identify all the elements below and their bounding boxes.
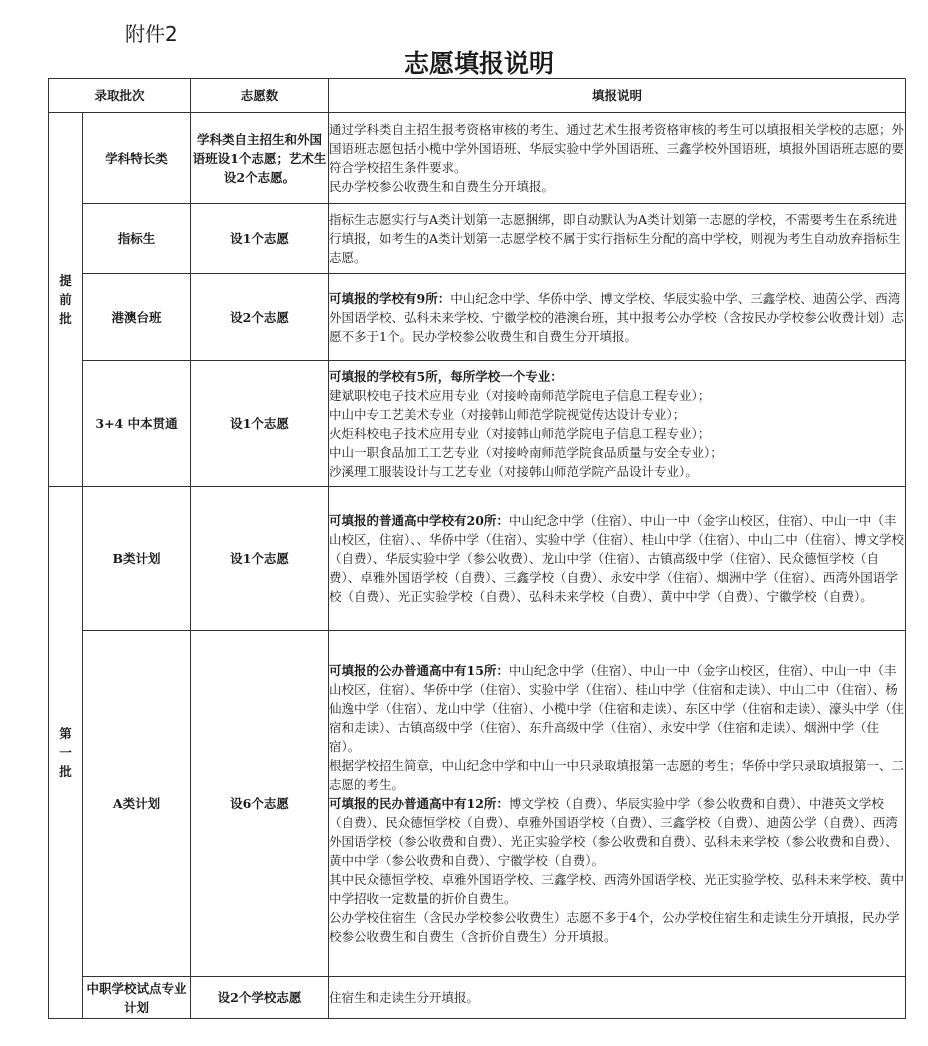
desc-cell: 通过学科类自主招生报考资格审核的考生、通过艺术生报考资格审核的考生可以填报相关学校的志愿；外国语班志愿包括小榄中学外国语班、华辰实验中学外国语班、三鑫学校外国语班，填报外国语班志愿的要符合学校招生条件要求。 民办学校参公收费生和自费生分开填报。: [329, 113, 906, 204]
batch-early: 提 前 批: [49, 113, 83, 487]
header-count: 志愿数: [191, 79, 329, 113]
category-cell: 中职学校试点专业计划: [83, 977, 191, 1019]
desc-cell: 指标生志愿实行与A类计划第一志愿捆绑，即自动默认为A类计划第一志愿的学校，不需要考生在系统进行填报，如考生的A类计划第一志愿学校不属于实行指标生分配的高中学校，则视为考生自动放弃指标生志愿。: [329, 204, 906, 274]
desc-cell: 住宿生和走读生分开填报。: [329, 977, 906, 1019]
count-cell: 设6个志愿: [191, 631, 329, 977]
header-batch: 录取批次: [49, 79, 191, 113]
document-title: 志愿填报说明: [403, 49, 554, 78]
category-cell: B类计划: [83, 487, 191, 631]
desc-cell: 可填报的学校有9所：中山纪念中学、华侨中学、博文学校、华辰实验中学、三鑫学校、迪茵公学、西湾外国语学校、弘科未来学校、宁徽学校的港澳台班，其中报考公办学校（含按民办学校参公收费计划）志愿不多于1个。民办学校参公收费生和自费生分开填报。: [329, 274, 906, 361]
volunteer-table: [48, 78, 906, 1019]
table-row: [49, 204, 906, 274]
category-cell: A类计划: [83, 631, 191, 977]
batch-first: 第 一 批: [49, 487, 83, 1019]
desc-cell: 可填报的公办普通高中有15所：中山纪念中学（住宿）、中山一中（金字山校区，住宿）、中山一中（丰山校区，住宿）、华侨中学（住宿）、实验中学（住宿）、桂山中学（住宿和走读）、中山二中（住宿）、杨仙逸中学（住宿）、龙山中学（住宿）、小榄中学（住宿和走读）、东区中学（住宿和走读）、濠头中学（住宿和走读）、古镇高级中学（住宿）、东升高级中学（住宿）、永安中学（住宿和走读）、烟洲中学（住宿）。 根据学校招生简章，中山纪念中学和中山一中只录取填报第一志愿的考生；华侨中学只录取填报第一、二志愿的考生。 可填报的民办普通高中有12所：博文学校（自费）、华辰实验中学（参公收费和自费）、中港英文学校（自费）、民众德恒学校（自费）、卓雅外国语学校（自费）、三鑫学校（自费）、迪茵公学（自费）、西湾外国语学校（参公收费和自费）、光正实验学校（参公收费和自费）、弘科未来学校（参公收费和自费）、黄中中学（参公收费和自费）、宁徽学校（自费）。 其中民众德恒学校、卓雅外国语学校、三鑫学校、西湾外国语学校、光正实验学校、弘科未来学校、黄中中学招收一定数量的折价自费生。 公办学校住宿生（含民办学校参公收费生）志愿不多于4个，公办学校住宿生和走读生分开填报，民办学校参公收费生和自费生（含折价自费生）分开填报。: [329, 631, 906, 977]
count-cell: 设1个志愿: [191, 487, 329, 631]
table-row: [49, 274, 906, 361]
count-cell: 设1个志愿: [191, 204, 329, 274]
table-header-row: [49, 79, 906, 113]
count-cell: 学科类自主招生和外国语班设1个志愿；艺术生设2个志愿。: [191, 113, 329, 204]
table-row: [49, 113, 906, 204]
desc-cell: 可填报的学校有5所，每所学校一个专业： 建斌职校电子技术应用专业（对接岭南师范学院电子信息工程专业）； 中山中专工艺美术专业（对接韩山师范学院视觉传达设计专业）； 火炬科校电子技术应用专业（对接韩山师范学院电子信息工程专业）； 中山一职食品加工工艺专业（对接岭南师范学院食品质量与安全专业）； 沙溪理工服装设计与工艺专业（对接韩山师范学院产品设计专业）。: [329, 361, 906, 487]
desc-cell: 可填报的普通高中学校有20所：中山纪念中学（住宿）、中山一中（金字山校区，住宿）、中山一中（丰山校区，住宿）、、华侨中学（住宿）、实验中学（住宿）、桂山中学（住宿）、中山二中（住宿）、博文学校（自费）、华辰实验中学（参公收费）、龙山中学（住宿）、古镇高级中学（住宿）、民众德恒学校（自费）、卓雅外国语学校（自费）、三鑫学校（自费）、永安中学（住宿）、烟洲中学（住宿）、西湾外国语学校（自费）、光正实验学校（自费）、弘科未来学校（自费）、黄中中学（自费）、宁徽学校（自费）。: [329, 487, 906, 631]
table-row: [49, 977, 906, 1019]
category-cell: 3+4 中本贯通: [83, 361, 191, 487]
category-cell: 港澳台班: [83, 274, 191, 361]
category-cell: 指标生: [83, 204, 191, 274]
count-cell: 设2个学校志愿: [191, 977, 329, 1019]
count-cell: 设1个志愿: [191, 361, 329, 487]
table-row: [49, 487, 906, 631]
attachment-label: 附件2: [125, 22, 178, 46]
count-cell: 设2个志愿: [191, 274, 329, 361]
table-row: [49, 631, 906, 977]
header-desc: 填报说明: [329, 79, 906, 113]
table-row: [49, 361, 906, 487]
category-cell: 学科特长类: [83, 113, 191, 204]
